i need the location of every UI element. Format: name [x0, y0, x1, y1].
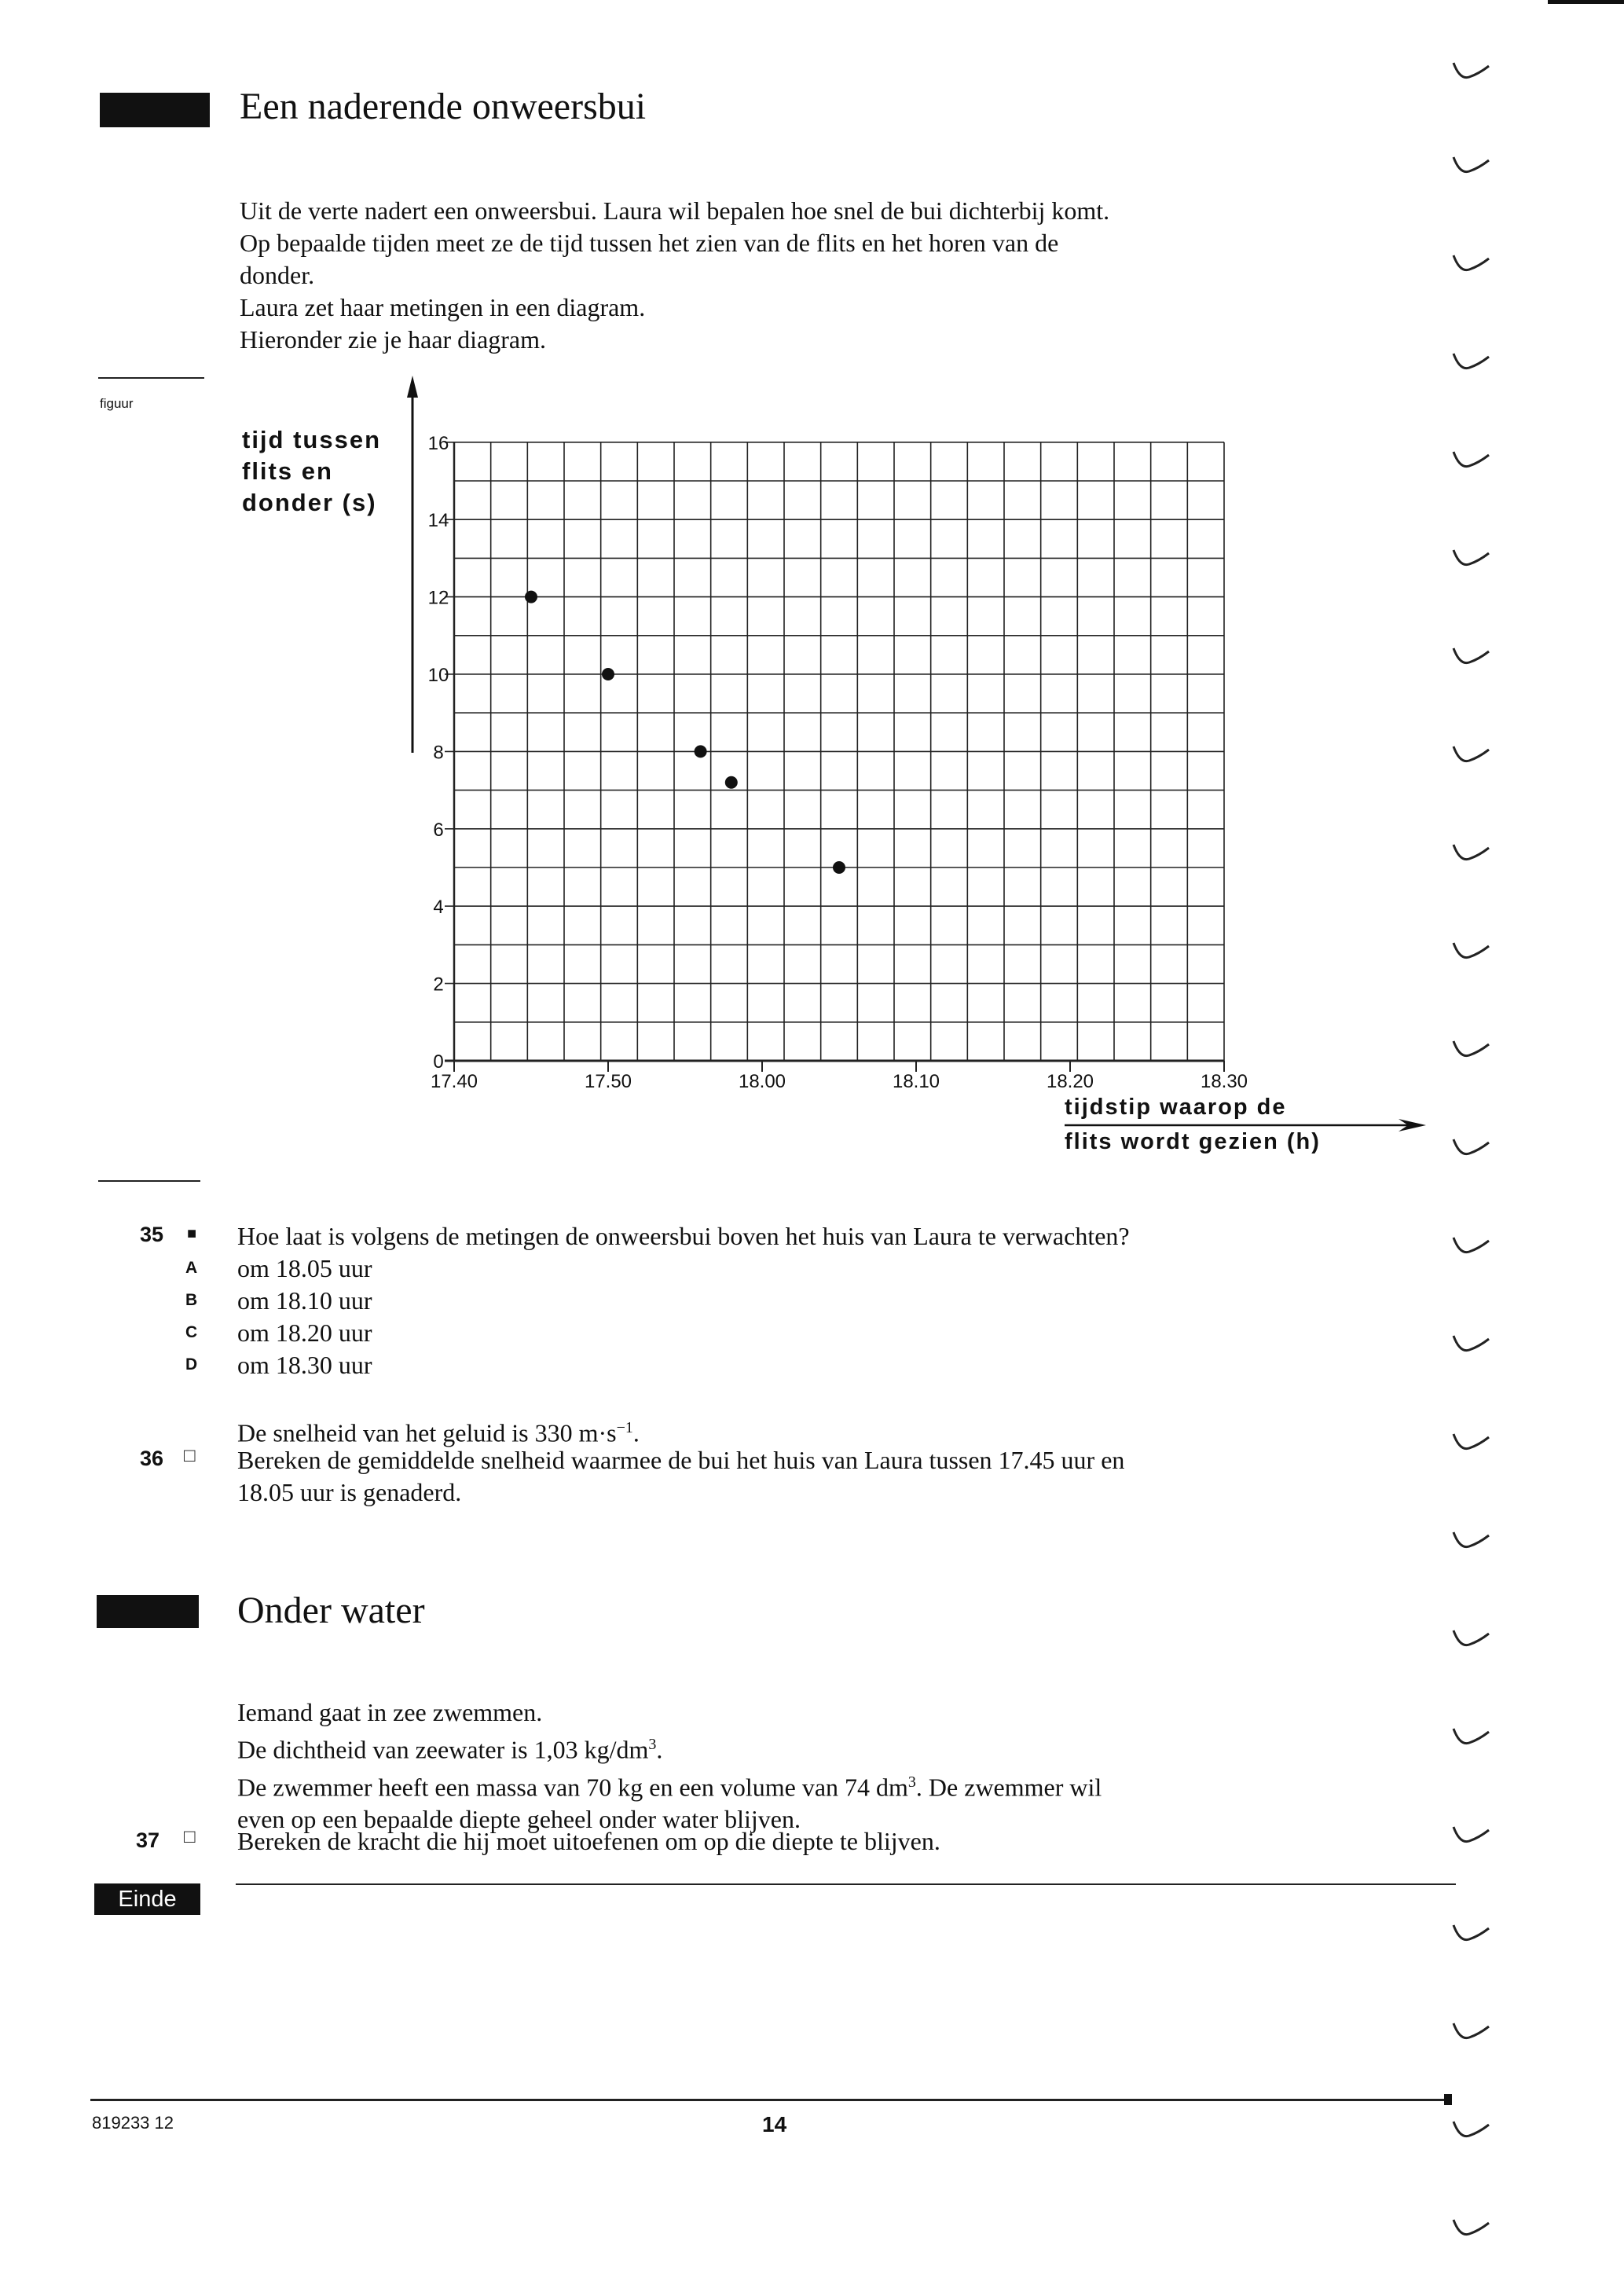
margin-check-marks — [1446, 47, 1509, 2247]
x-tick-label: 17.50 — [584, 1071, 632, 1092]
x-tick-label: 17.40 — [430, 1071, 478, 1092]
x-tick-label: 18.30 — [1200, 1071, 1248, 1092]
check-mark-icon — [1454, 1139, 1489, 1154]
data-point — [833, 861, 845, 874]
option-letter: D — [185, 1355, 198, 1374]
swimmer-text: De zwemmer heeft een massa van 70 kg en een volume van 74 dm — [237, 1773, 908, 1802]
check-mark-icon — [1454, 2220, 1489, 2235]
y-axis-label-line: tijd tussen — [242, 426, 382, 453]
check-mark-icon — [1454, 1630, 1489, 1645]
y-tick-label: 12 — [427, 587, 449, 609]
sound-speed-exponent: −1 — [616, 1419, 633, 1436]
y-axis-label-line: donder (s) — [242, 489, 377, 516]
option-letter: B — [185, 1291, 198, 1309]
y-axis-label-line: flits en — [242, 457, 333, 485]
y-tick-label: 2 — [433, 974, 444, 996]
question-number: 37 — [136, 1828, 160, 1852]
x-tick-labels — [431, 1061, 1248, 1092]
question-number: 35 — [140, 1223, 164, 1246]
y-axis-arrowhead — [407, 376, 418, 398]
data-point — [725, 776, 738, 789]
check-mark-icon — [1454, 943, 1489, 958]
end-badge: Einde — [94, 1883, 200, 1915]
sound-speed-main: De snelheid van het geluid is 330 m·s — [237, 1418, 617, 1447]
sound-speed-end: . — [632, 1418, 640, 1447]
question-number: 36 — [140, 1447, 164, 1470]
corner-mark — [1548, 0, 1624, 4]
check-mark-icon — [1454, 452, 1489, 467]
check-mark-icon — [1454, 255, 1489, 270]
section2-line — [237, 1729, 1102, 1766]
data-point — [525, 591, 537, 603]
intro-text — [240, 195, 1109, 356]
check-mark-icon — [1454, 1041, 1489, 1056]
check-mark-icon — [1454, 845, 1489, 860]
check-mark-icon — [1454, 746, 1489, 761]
check-mark-icon — [1454, 63, 1489, 78]
y-tick-label: 4 — [433, 897, 444, 919]
x-tick-label: 18.10 — [892, 1071, 940, 1092]
question-text: Hoe laat is volgens de metingen de onweersbui boven het huis van Laura te verwachten? — [237, 1222, 1130, 1250]
open-question-marker: □ — [184, 1445, 196, 1466]
section-title: Onder water — [237, 1590, 425, 1631]
check-mark-icon — [1454, 157, 1489, 172]
x-tick-label: 18.20 — [1046, 1071, 1094, 1092]
option-letter: A — [185, 1259, 198, 1277]
check-mark-icon — [1454, 1238, 1489, 1253]
intro-line: Op bepaalde tijden meet ze de tijd tussen het zien van de flits en het horen van de — [240, 229, 1059, 257]
chart — [393, 369, 1446, 1179]
intro-line: Laura zet haar metingen in een diagram. — [240, 293, 646, 321]
y-tick-label: 8 — [433, 742, 444, 764]
grid — [445, 442, 1224, 1061]
y-tick-labels — [428, 433, 449, 1073]
option-letter: C — [185, 1323, 198, 1341]
density-exponent: 3 — [648, 1736, 657, 1753]
option-text: om 18.05 uur — [237, 1254, 372, 1282]
option-text: om 18.20 uur — [237, 1319, 372, 1347]
check-mark-icon — [1454, 1434, 1489, 1449]
check-mark-icon — [1454, 1925, 1489, 1940]
figure-rule — [98, 377, 204, 379]
section-marker-bar — [100, 93, 210, 127]
intro-line: donder. — [240, 261, 315, 289]
data-point — [695, 745, 707, 757]
check-mark-icon — [1454, 1827, 1489, 1842]
section-marker-bar — [97, 1595, 199, 1628]
check-mark-icon — [1454, 1336, 1489, 1351]
end-rule — [236, 1883, 1456, 1885]
page-number: 14 — [762, 2112, 787, 2136]
figure-label: figuur — [100, 396, 134, 411]
option-text: om 18.10 uur — [237, 1286, 372, 1315]
document-code: 819233 12 — [92, 2113, 174, 2133]
check-mark-icon — [1454, 550, 1489, 565]
check-mark-icon — [1454, 354, 1489, 369]
density-end: . — [656, 1735, 663, 1764]
volume-exponent: 3 — [907, 1773, 916, 1791]
data-points — [525, 591, 845, 874]
figure-end-rule — [98, 1180, 200, 1182]
y-tick-label: 6 — [433, 819, 444, 841]
section-title: Een naderende onweersbui — [240, 86, 647, 127]
section2-text — [237, 1696, 1102, 1836]
check-mark-icon — [1454, 1532, 1489, 1547]
footer-rule — [90, 2099, 1447, 2101]
question-line: 18.05 uur is genaderd. — [237, 1478, 462, 1506]
density-text: De dichtheid van zeewater is 1,03 kg/dm — [237, 1735, 649, 1764]
x-axis-label-line2: flits wordt gezien (h) — [1065, 1129, 1321, 1154]
x-tick-label: 18.00 — [738, 1071, 786, 1092]
y-tick-label: 16 — [427, 432, 449, 454]
question-line: Bereken de gemiddelde snelheid waarmee de bui het huis van Laura tussen 17.45 uur en — [237, 1446, 1125, 1474]
check-mark-icon — [1454, 2122, 1489, 2136]
intro-line: Uit de verte nadert een onweersbui. Laura wil bepalen hoe snel de bui dichterbij komt. — [240, 196, 1110, 225]
swimmer-text-end: . De zwemmer wil — [915, 1773, 1102, 1802]
intro-line: Hieronder zie je haar diagram. — [240, 325, 547, 354]
check-mark-icon — [1454, 1729, 1489, 1744]
y-tick-label: 10 — [427, 665, 449, 686]
section2-line: even op een bepaalde diepte geheel onder water blijven. — [237, 1805, 801, 1834]
y-tick-label: 0 — [433, 1051, 444, 1073]
section2-line: Iemand gaat in zee zwemmen. — [237, 1698, 543, 1726]
check-mark-icon — [1454, 648, 1489, 663]
section2-line — [237, 1766, 1102, 1804]
option-text: om 18.30 uur — [237, 1351, 372, 1379]
check-mark-icon — [1454, 2023, 1489, 2038]
question-text: Bereken de kracht die hij moet uitoefenen om op die diepte te blijven. — [237, 1827, 940, 1855]
question-text — [237, 1444, 1124, 1509]
x-axis-label-line1: tijdstip waarop de — [1065, 1095, 1287, 1120]
open-question-marker: □ — [184, 1826, 196, 1847]
data-point — [602, 668, 614, 680]
y-axis-label — [242, 424, 381, 519]
closed-question-marker: ■ — [187, 1225, 197, 1242]
y-tick-label: 14 — [427, 510, 449, 532]
